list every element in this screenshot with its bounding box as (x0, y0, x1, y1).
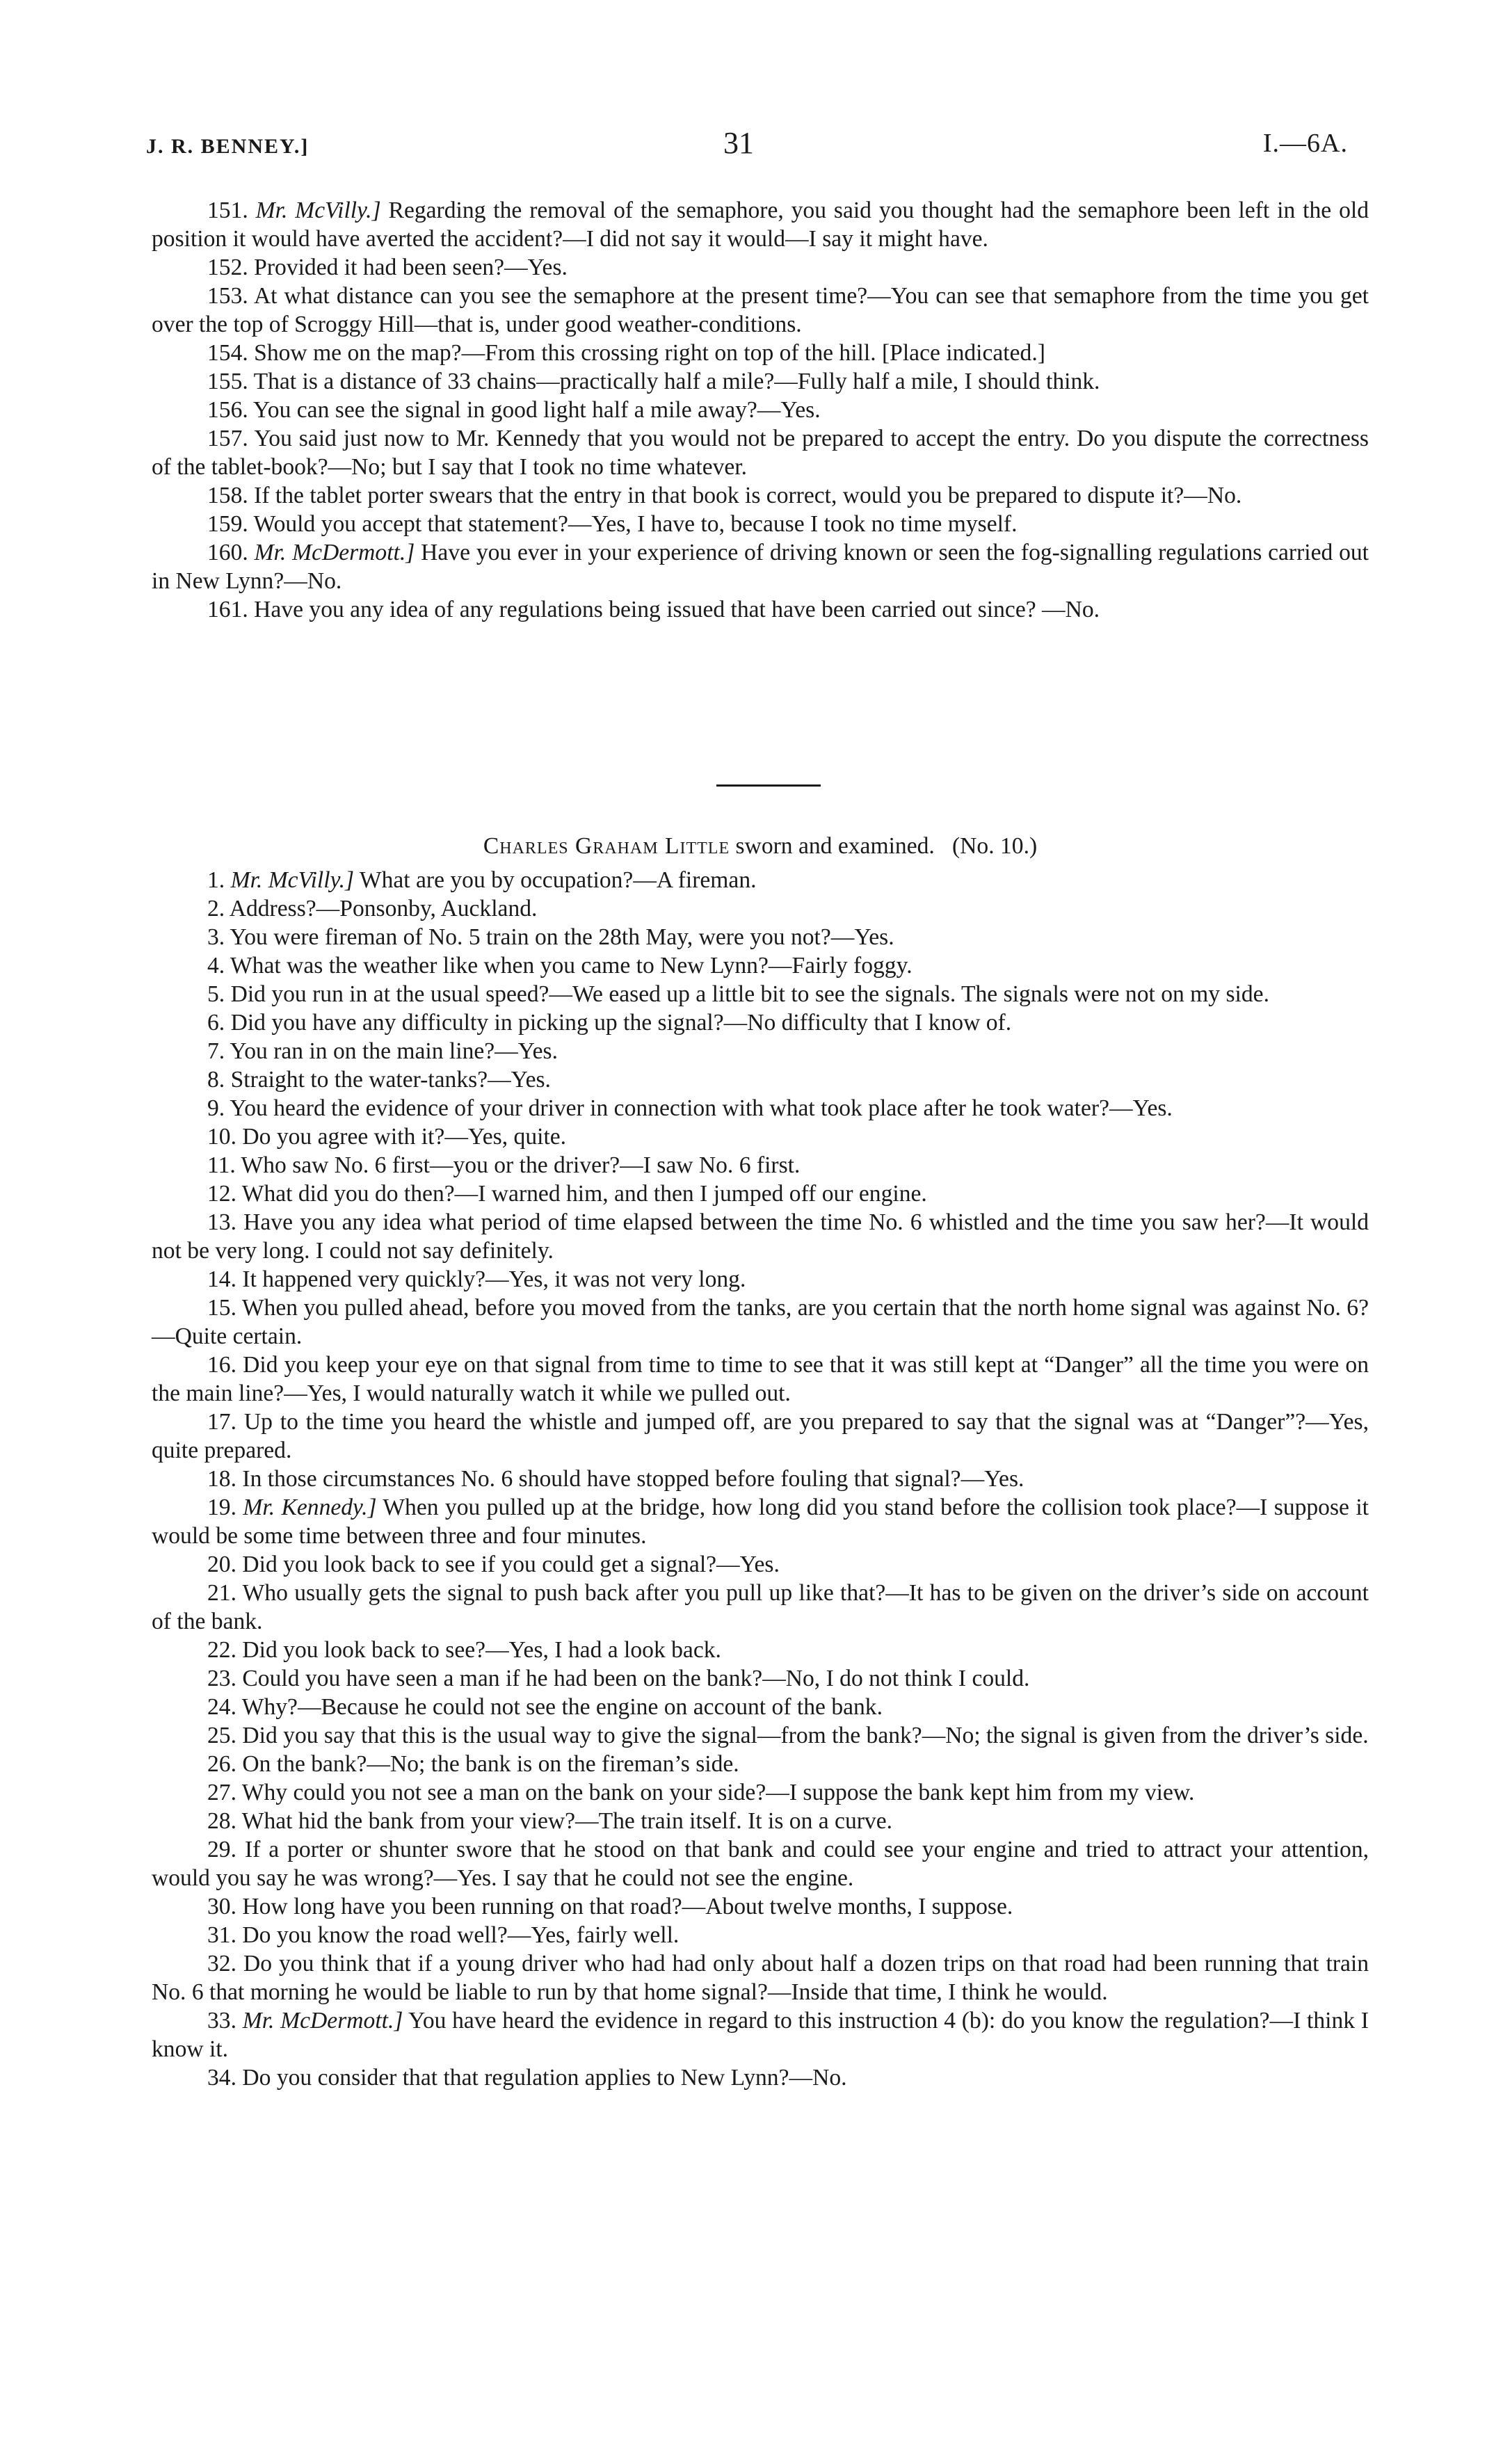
testimony-section-1 (152, 196, 1369, 624)
qa-item (152, 980, 1369, 1008)
qa-text: If a porter or shunter swore that he stood on that bank and could see your engine and tried to attract your attention, would you say he was wrong?—Yes. I say that he could not see the engine. (152, 1837, 1369, 1891)
question-number: 34. (207, 2065, 236, 2091)
qa-text: Could you have seen a man if he had been on the bank?—No, I do not think I could. (242, 1666, 1030, 1691)
qa-item (152, 1065, 1369, 1094)
qa-item (152, 282, 1369, 339)
qa-item (152, 424, 1369, 481)
question-number: 29. (207, 1837, 236, 1862)
question-number: 28. (207, 1808, 236, 1834)
question-number: 152. (207, 255, 248, 280)
qa-text: Did you keep your eye on that signal from time to time to see that it was still kept at “Danger” all the time you were on the main line?—Yes, I would naturally watch it while we pulled out. (152, 1352, 1369, 1406)
qa-text: What was the weather like when you came to New Lynn?—Fairly foggy. (230, 953, 913, 979)
qa-item (152, 1750, 1369, 1778)
qa-text: Have you any idea of any regulations being issued that have been carried out since? —No. (254, 597, 1100, 622)
question-number: 7. (207, 1038, 225, 1064)
qa-text: In those circumstances No. 6 should have stopped before fouling that signal?—Yes. (242, 1466, 1024, 1492)
question-number: 15. (207, 1295, 236, 1321)
qa-text: Did you run in at the usual speed?—We eased up a little bit to see the signals. The signals were not on my side. (230, 981, 1269, 1007)
qa-text: Did you have any difficulty in picking up the signal?—No difficulty that I know of. (230, 1010, 1012, 1036)
qa-text: You said just now to Mr. Kennedy that you would not be prepared to accept the entry. Do you dispute the correctness of the tablet-book?—No; but I say that I took no time whatever. (152, 426, 1369, 480)
header-witness-name: J. R. BENNEY.] (146, 135, 310, 158)
witness-number: (No. 10.) (951, 833, 1038, 859)
qa-text: You were fireman of No. 5 train on the 28th May, were you not?—Yes. (230, 924, 894, 950)
question-number: 23. (207, 1666, 236, 1691)
page-number: 31 (723, 126, 754, 160)
testimony-section-2 (152, 832, 1369, 2092)
qa-text: You heard the evidence of your driver in connection with what took place after he took water?—Yes. (230, 1095, 1173, 1121)
question-number: 151. (207, 198, 248, 223)
qa-item (152, 1294, 1369, 1351)
question-number: 16. (207, 1352, 236, 1378)
qa-text: Address?—Ponsonby, Auckland. (229, 896, 538, 921)
qa-item (152, 894, 1369, 923)
qa-text: Did you say that this is the usual way to give the signal—from the bank?—No; the signal is given from the driver’s side. (242, 1723, 1369, 1748)
qa-text: You ran in on the main line?—Yes. (230, 1038, 558, 1064)
question-number: 30. (207, 1894, 236, 1919)
witness-heading (152, 832, 1369, 860)
question-number: 156. (207, 397, 248, 423)
qa-item (152, 1636, 1369, 1664)
question-number: 3. (207, 924, 225, 950)
qa-item (152, 1807, 1369, 1835)
qa-text: Do you know the road well?—Yes, fairly well. (242, 1922, 680, 1948)
qa-item (152, 1265, 1369, 1294)
qa-item (152, 510, 1369, 538)
question-number: 13. (207, 1209, 236, 1235)
question-number: 155. (207, 369, 248, 394)
qa-item (152, 1151, 1369, 1179)
qa-text: Do you consider that that regulation applies to New Lynn?—No. (242, 2065, 847, 2091)
question-number: 18. (207, 1466, 236, 1492)
speaker-label: Mr. Kennedy.] (243, 1495, 377, 1520)
question-number: 22. (207, 1637, 236, 1663)
qa-text: That is a distance of 33 chains—practically half a mile?—Fully half a mile, I should think. (253, 369, 1100, 394)
qa-item (152, 1892, 1369, 1921)
question-number: 19. (207, 1495, 236, 1520)
qa-text: How long have you been running on that road?—About twelve months, I suppose. (242, 1894, 1013, 1919)
qa-text: When you pulled up at the bridge, how long did you stand before the collision took place?—I suppose it would be some time between three and four minutes. (152, 1495, 1369, 1549)
qa-text: What are you by occupation?—A fireman. (359, 867, 757, 893)
question-number: 158. (207, 483, 248, 508)
qa-item (152, 1921, 1369, 1949)
question-number: 24. (207, 1694, 236, 1720)
qa-text: Straight to the water-tanks?—Yes. (230, 1067, 551, 1093)
qa-item (152, 1835, 1369, 1892)
question-number: 26. (207, 1751, 236, 1777)
question-number: 157. (207, 426, 248, 451)
question-number: 33. (207, 2008, 236, 2034)
qa-text: Did you look back to see?—Yes, I had a look back. (242, 1637, 721, 1663)
witness-status: sworn and examined. (735, 833, 935, 859)
qa-text: Show me on the map?—From this crossing right on top of the hill. [Place indicated.] (254, 340, 1045, 366)
qa-text: Who usually gets the signal to push back after you pull up like that?—It has to be given on the driver’s side on account of the bank. (152, 1580, 1369, 1634)
qa-item (152, 1465, 1369, 1493)
qa-text: Why?—Because he could not see the engine on account of the bank. (241, 1694, 883, 1720)
question-number: 11. (207, 1152, 236, 1178)
qa-text: Up to the time you heard the whistle and jumped off, are you prepared to say that the signal was at “Danger”?—Yes, quite prepared. (152, 1409, 1369, 1463)
qa-item (152, 2063, 1369, 2092)
qa-text: What hid the bank from your view?—The train itself. It is on a curve. (241, 1808, 893, 1834)
question-number: 8. (207, 1067, 225, 1093)
qa-text: Do you agree with it?—Yes, quite. (242, 1124, 567, 1150)
question-number: 31. (207, 1922, 236, 1948)
question-number: 10. (207, 1124, 236, 1150)
document-reference: I.—6A. (1262, 129, 1348, 158)
qa-text: Have you ever in your experience of driving known or seen the fog-signalling regulations carried out in New Lynn?—No. (152, 540, 1369, 594)
qa-item (152, 923, 1369, 951)
qa-text: Provided it had been seen?—Yes. (254, 255, 568, 280)
qa-item (152, 253, 1369, 282)
qa-text: What did you do then?—I warned him, and then I jumped off our engine. (241, 1181, 927, 1207)
question-number: 17. (207, 1409, 236, 1435)
question-number: 154. (207, 340, 248, 366)
qa-text: You have heard the evidence in regard to this instruction 4 (b): do you know the regulation?—I think I know it. (152, 2008, 1369, 2062)
question-number: 161. (207, 597, 248, 622)
qa-item (152, 1037, 1369, 1065)
qa-item (152, 1579, 1369, 1636)
question-number: 4. (207, 953, 225, 979)
question-number: 12. (207, 1181, 236, 1207)
qa-text: Who saw No. 6 first—you or the driver?—I saw No. 6 first. (241, 1152, 801, 1178)
question-number: 9. (207, 1095, 225, 1121)
question-number: 1. (207, 867, 225, 893)
qa-item (152, 951, 1369, 980)
qa-text: Have you any idea what period of time elapsed between the time No. 6 whistled and the time you saw her?—It would not be very long. I could not say definitely. (152, 1209, 1369, 1264)
qa-item (152, 1664, 1369, 1693)
question-number: 159. (207, 511, 248, 537)
qa-item (152, 1122, 1369, 1151)
qa-item (152, 1721, 1369, 1750)
qa-text: Regarding the removal of the semaphore, you said you thought had the semaphore been left in the old position it would have averted the accident?—I did not say it would—I say it might have. (152, 198, 1369, 252)
qa-item (152, 367, 1369, 396)
qa-text: If the tablet porter swears that the entry in that book is correct, would you be prepared to dispute it?—No. (254, 483, 1242, 508)
qa-item (152, 538, 1369, 595)
qa-item (152, 1493, 1369, 1550)
qa-text: Would you accept that statement?—Yes, I have to, because I took no time myself. (253, 511, 1018, 537)
speaker-label: Mr. McDermott.] (242, 2008, 403, 2034)
qa-item (152, 866, 1369, 894)
qa-text: Why could you not see a man on the bank on your side?—I suppose the bank kept him from my view. (241, 1780, 1195, 1805)
speaker-label: Mr. McVilly.] (230, 867, 355, 893)
qa-item (152, 339, 1369, 367)
question-number: 5. (207, 981, 225, 1007)
qa-item (152, 396, 1369, 424)
question-number: 160. (207, 540, 248, 565)
question-number: 6. (207, 1010, 225, 1036)
speaker-label: Mr. McVilly.] (255, 198, 381, 223)
speaker-label: Mr. McDermott.] (254, 540, 415, 565)
qa-item (152, 481, 1369, 510)
qa-text: It happened very quickly?—Yes, it was not very long. (242, 1266, 746, 1292)
qa-item (152, 595, 1369, 624)
qa-item (152, 1008, 1369, 1037)
question-number: 25. (207, 1723, 236, 1748)
question-number: 14. (207, 1266, 236, 1292)
qa-text: When you pulled ahead, before you moved from the tanks, are you certain that the north home signal was against No. 6?—Quite certain. (152, 1295, 1369, 1349)
question-number: 153. (207, 283, 248, 309)
qa-text: On the bank?—No; the bank is on the fireman’s side. (242, 1751, 739, 1777)
qa-item (152, 1179, 1369, 1208)
question-number: 27. (207, 1780, 236, 1805)
qa-item (152, 1408, 1369, 1465)
qa-text: At what distance can you see the semaphore at the present time?—You can see that semaphore from the time you get over the top of Scroggy Hill—that is, under good weather-conditions. (152, 283, 1369, 337)
qa-item (152, 1351, 1369, 1408)
page-header (0, 125, 1487, 167)
question-number: 32. (207, 1951, 236, 1976)
qa-item (152, 2006, 1369, 2063)
qa-text: Do you think that if a young driver who had had only about half a dozen trips on that road had been running that train No. 6 that morning he would be liable to run by that home signal?—Inside that time, I think he would. (152, 1951, 1369, 2005)
witness-name: Charles Graham Little (483, 833, 730, 859)
qa-text: Did you look back to see if you could get a signal?—Yes. (242, 1552, 780, 1577)
qa-item (152, 1778, 1369, 1807)
qa-item (152, 1208, 1369, 1265)
qa-item (152, 1550, 1369, 1579)
qa-item (152, 1949, 1369, 2006)
question-number: 2. (207, 896, 225, 921)
section-divider (716, 784, 821, 787)
qa-item (152, 1094, 1369, 1122)
qa-item (152, 196, 1369, 253)
qa-item (152, 1693, 1369, 1721)
qa-text: You can see the signal in good light half a mile away?—Yes. (252, 397, 821, 423)
question-number: 21. (207, 1580, 236, 1606)
question-number: 20. (207, 1552, 236, 1577)
